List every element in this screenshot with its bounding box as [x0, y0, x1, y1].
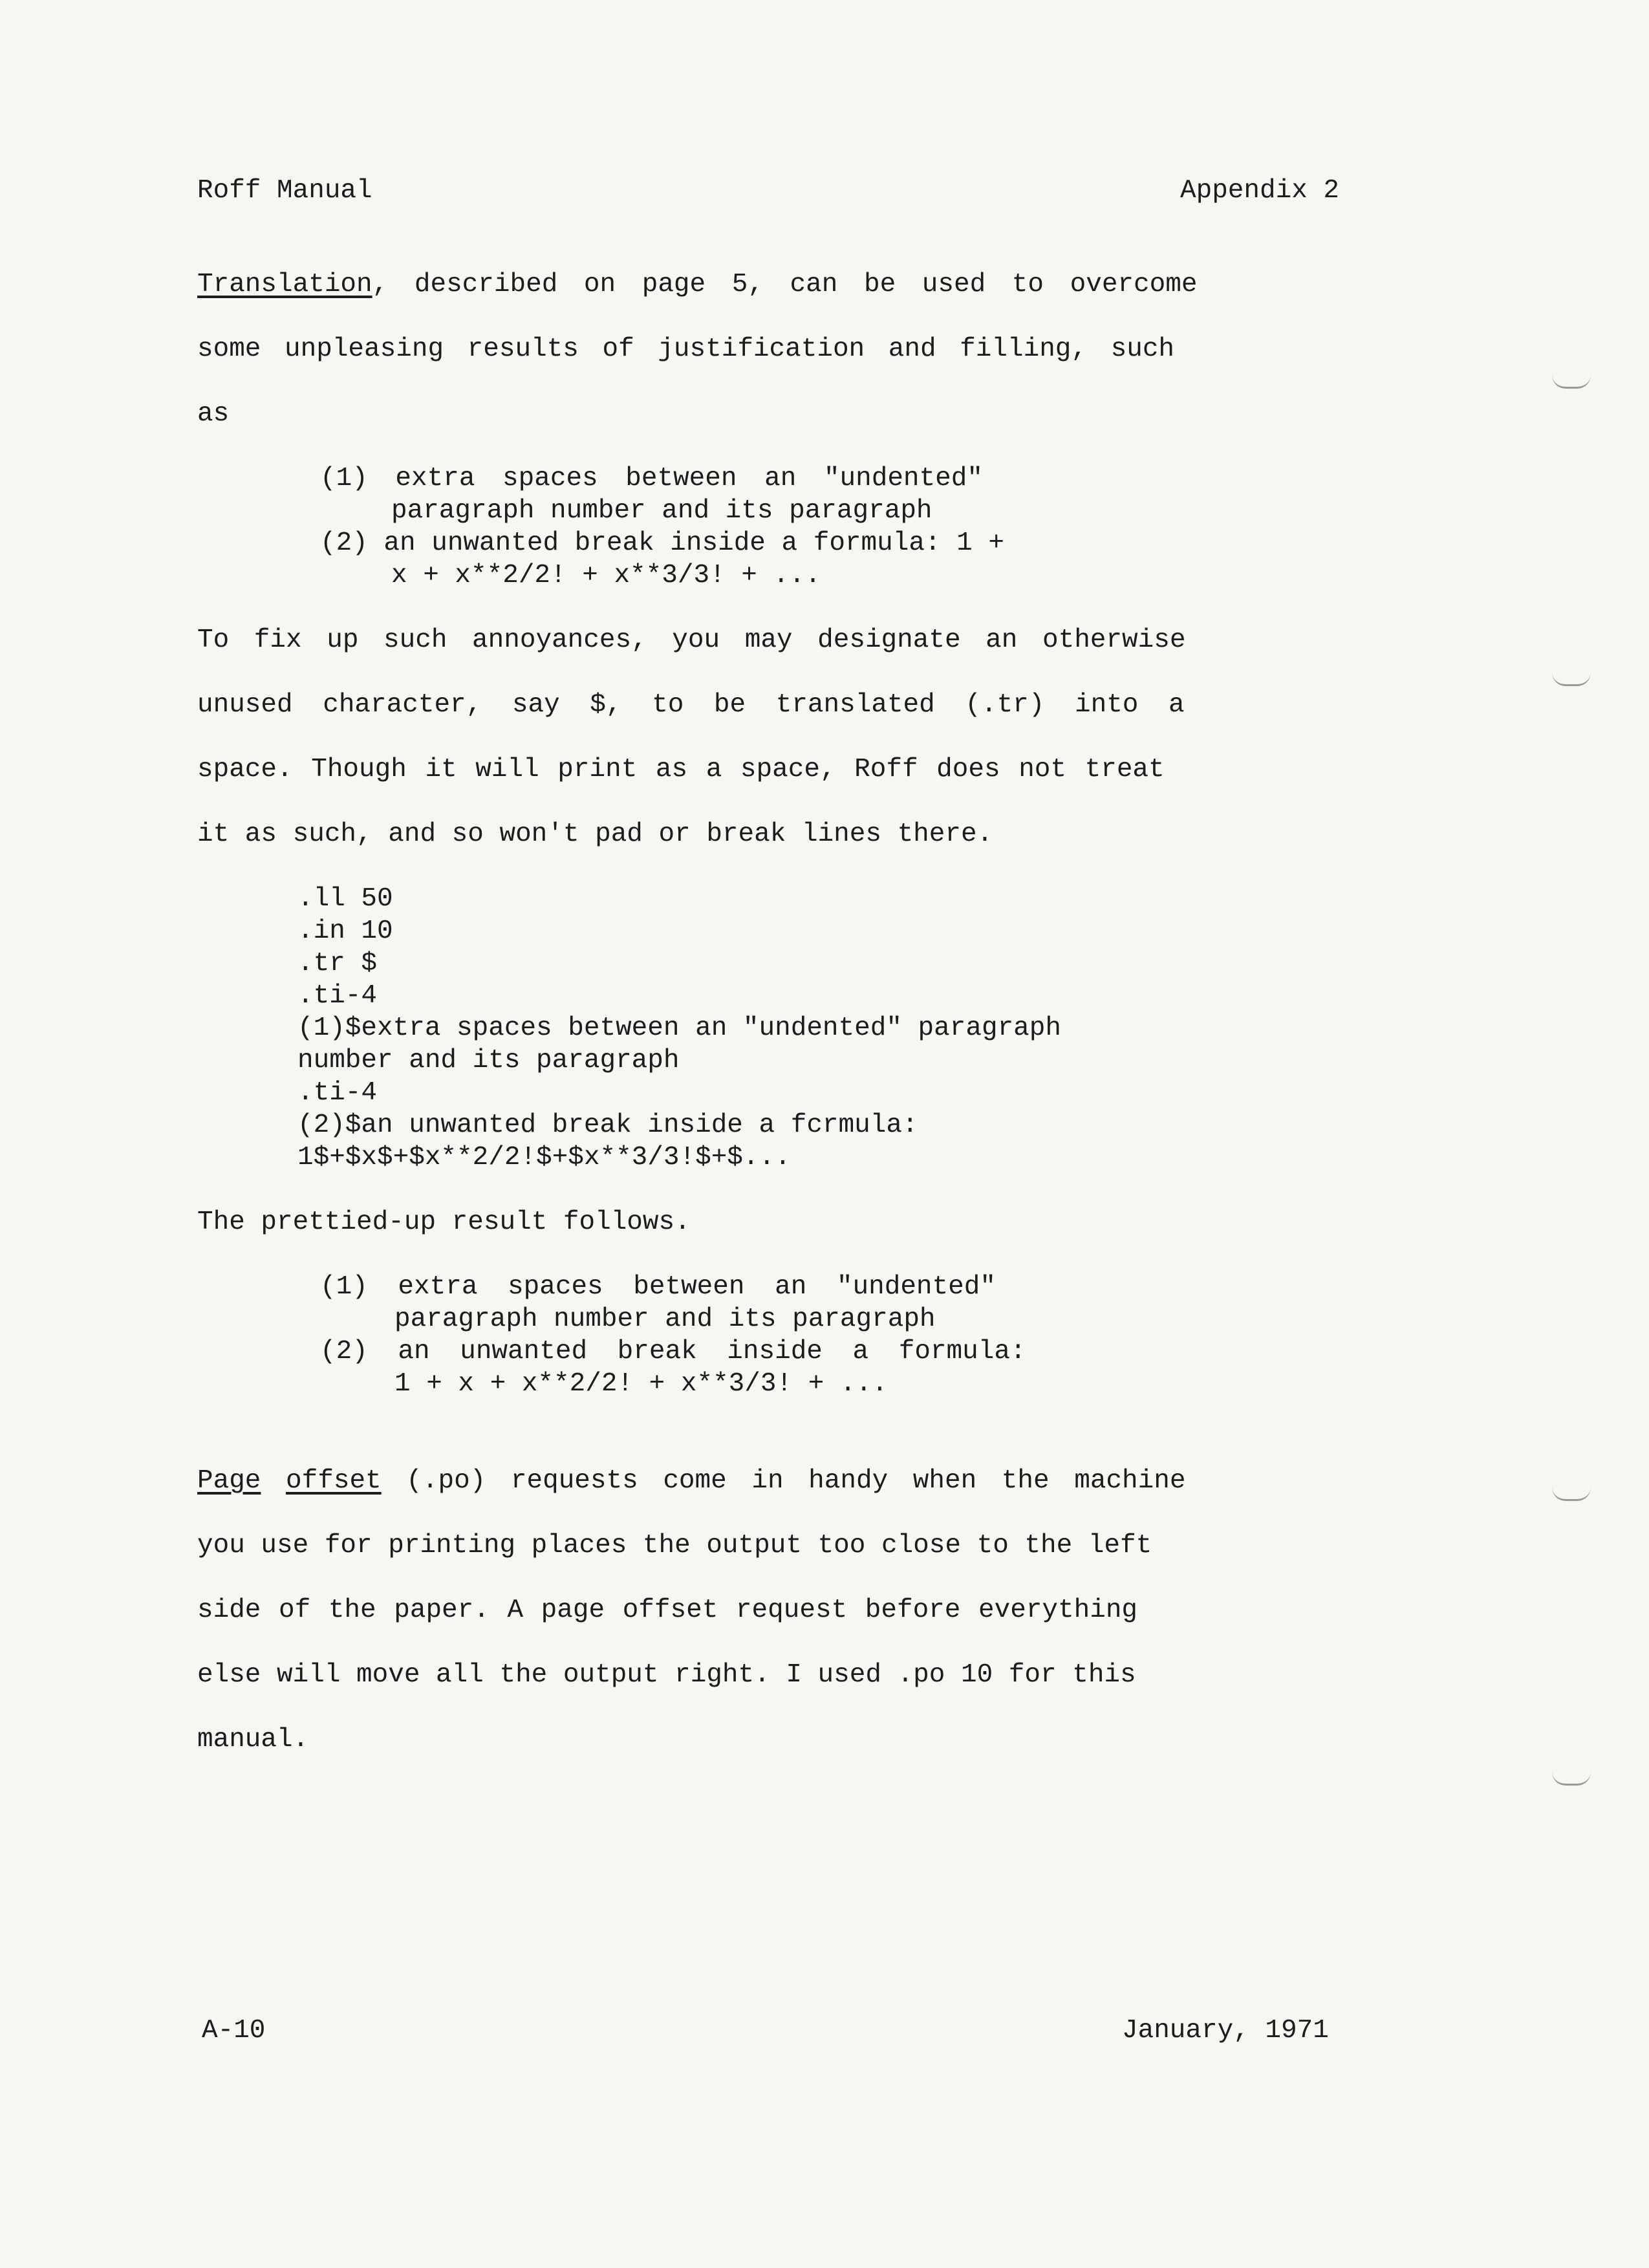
page-offset-term: Page [197, 1466, 261, 1496]
code-line: .in 10 [297, 916, 393, 946]
translation-line-rest: , described on page 5, can be used to overcome [372, 270, 1198, 299]
page-offset-paragraph-line: side of the paper. A page offset request before everything [197, 1595, 1138, 1625]
translation-paragraph-line: some unpleasing results of justification and filling, such [197, 334, 1175, 364]
code-line: (1)$extra spaces between an "undented" paragraph [297, 1013, 1061, 1043]
page-offset-paragraph-line [197, 1465, 1185, 1497]
page-offset-paragraph-line: you use for printing places the output too close to the left [197, 1531, 1152, 1561]
code-line: .ti-4 [297, 981, 378, 1011]
code-line: number and its paragraph [297, 1046, 680, 1075]
translation-paragraph-line [197, 268, 1197, 301]
binding-mark [1552, 375, 1591, 389]
page-offset-line-rest: (.po) requests come in handy when the machine [381, 1466, 1186, 1496]
page-offset-paragraph-line: manual. [197, 1725, 309, 1755]
annoyances-paragraph-line: To fix up such annoyances, you may designate an otherwise [197, 625, 1186, 655]
example-item-2: (2) an unwanted break inside a formula: 1 + [320, 528, 1004, 558]
binding-mark [1552, 673, 1591, 686]
page-offset-paragraph-line: else will move all the output right. I used .po 10 for this [197, 1660, 1136, 1690]
example-item-1-cont: paragraph number and its paragraph [391, 496, 932, 526]
binding-mark [1552, 1772, 1591, 1786]
result-intro: The prettied-up result follows. [197, 1207, 691, 1237]
code-line: .ti-4 [297, 1078, 378, 1108]
result-item-1: (1) extra spaces between an "undented" [320, 1272, 996, 1302]
page-offset-term: offset [286, 1466, 382, 1496]
annoyances-paragraph-line: space. Though it will print as a space, Roff does not treat [197, 755, 1165, 784]
example-item-2-cont: x + x**2/2! + x**3/3! + ... [391, 561, 821, 590]
result-item-2: (2) an unwanted break inside a formula: [320, 1337, 1026, 1366]
code-line: (2)$an unwanted break inside a fcrmula: [297, 1110, 918, 1140]
annoyances-paragraph-line: unused character, say $, to be translated (.tr) into a [197, 690, 1185, 720]
code-line: .ll 50 [297, 884, 393, 914]
header-appendix: Appendix 2 [1180, 176, 1340, 206]
translation-term: Translation [197, 270, 372, 299]
binding-mark [1552, 1487, 1591, 1501]
translation-paragraph-line: as [197, 399, 230, 429]
header-title: Roff Manual [197, 176, 372, 206]
code-line: .tr $ [297, 949, 378, 978]
annoyances-paragraph-line: it as such, and so won't pad or break lines there. [197, 819, 993, 849]
result-item-1-cont: paragraph number and its paragraph [394, 1304, 936, 1334]
document-date: January, 1971 [1122, 2016, 1329, 2046]
code-line: 1$+$x$+$x**2/2!$+$x**3/3!$+$... [297, 1143, 791, 1172]
example-item-1: (1) extra spaces between an "undented" [320, 464, 983, 493]
page-number: A-10 [202, 2016, 266, 2046]
result-item-2-cont: 1 + x + x**2/2! + x**3/3! + ... [394, 1369, 888, 1399]
